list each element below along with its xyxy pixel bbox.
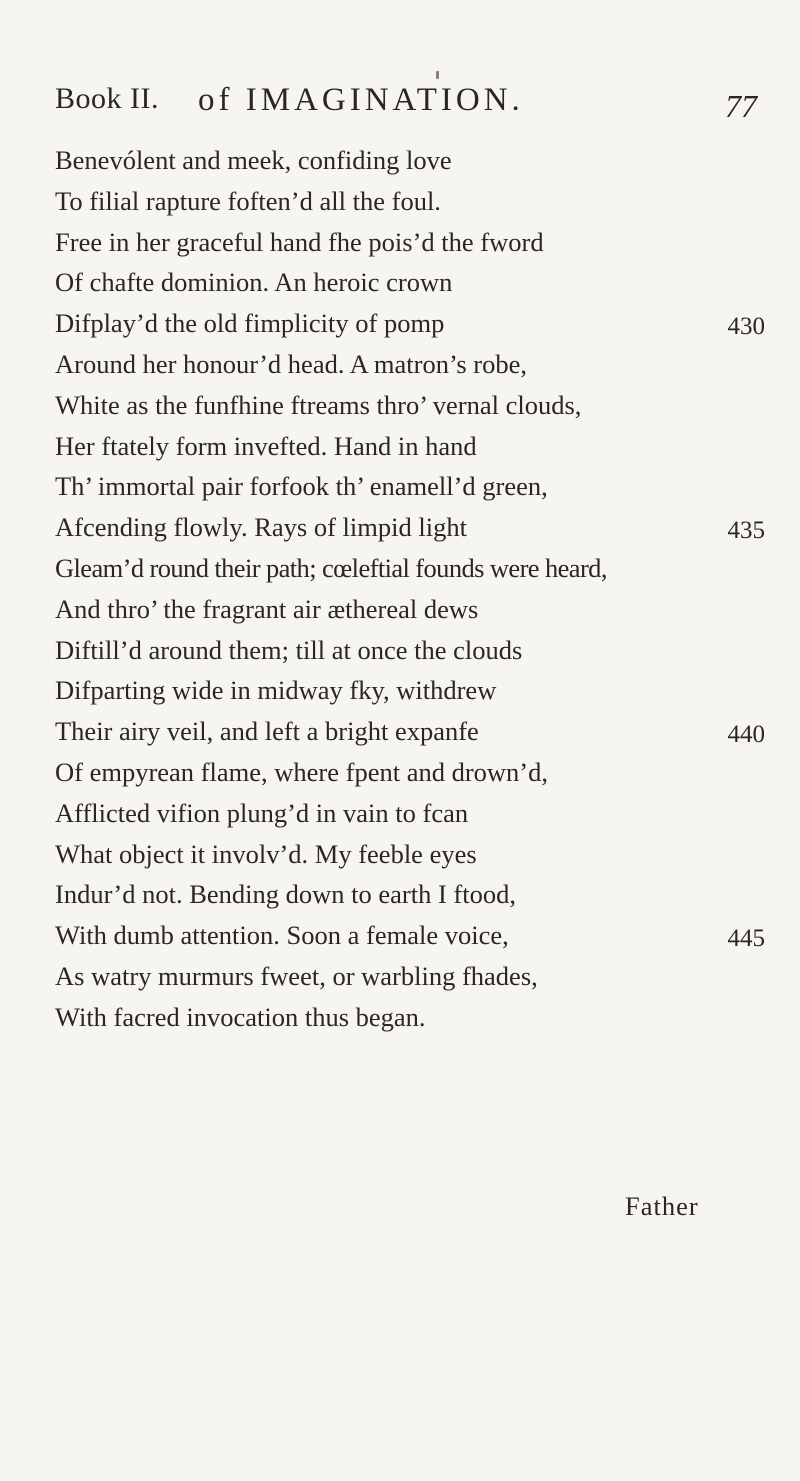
line-text: And thro’ the fragrant air æthereal dews: [55, 593, 479, 624]
line-text: Her ftately form invefted. Hand in hand: [55, 430, 477, 461]
line-text: As watry murmurs fweet, or warbling fhades,: [55, 960, 538, 991]
verse-line: [55, 997, 765, 1038]
line-text: With facred invocation thus began.: [55, 1001, 426, 1032]
line-text: Gleam’d round their path; cœleftial founds were heard,: [55, 552, 607, 583]
line-text: With dumb attention. Soon a female voice,: [55, 920, 509, 951]
line-text: Free in her graceful hand fhe pois’d the fword: [55, 226, 544, 257]
line-text: White as the funfhine ftreams thro’ vernal clouds,: [55, 389, 582, 420]
verse-line: [55, 466, 765, 507]
ink-speck: [436, 71, 439, 79]
verse-line: [55, 426, 765, 467]
line-text: Difparting wide in midway fky, withdrew: [55, 675, 497, 706]
running-head: [55, 82, 755, 132]
running-title: of IMAGINATION.: [198, 82, 524, 118]
line-text: Of empyrean flame, where fpent and drown’d,: [55, 756, 548, 787]
verse-line: [55, 834, 765, 875]
verse-line: [55, 222, 765, 263]
verse-line: [55, 793, 765, 834]
line-text: Indur’d not. Bending down to earth I ftood,: [55, 879, 516, 910]
verse-block: [55, 140, 765, 1038]
verse-line: [55, 630, 765, 671]
verse-line: [55, 262, 765, 303]
line-number: 435: [727, 517, 765, 545]
line-text: Th’ immortal pair forfook th’ enamell’d green,: [55, 471, 548, 502]
book-label: Book II.: [55, 82, 159, 115]
line-text: To filial rapture foften’d all the foul.: [55, 185, 441, 216]
line-text: Around her honour’d head. A matron’s robe,: [55, 348, 527, 379]
line-text: Afflicted vifion plung’d in vain to fcan: [55, 797, 469, 828]
line-text: Diftill’d around them; till at once the clouds: [55, 634, 523, 665]
verse-line: [55, 303, 765, 344]
page-number: 77: [725, 88, 757, 124]
line-text: Afcending flowly. Rays of limpid light: [55, 512, 467, 543]
verse-line: [55, 589, 765, 630]
line-text: Of chafte dominion. An heroic crown: [55, 267, 453, 298]
verse-line: [55, 752, 765, 793]
verse-line: [55, 956, 765, 997]
verse-line: [55, 915, 765, 956]
verse-line: [55, 385, 765, 426]
catchword: Father: [625, 1191, 699, 1221]
line-text: What object it involv’d. My feeble eyes: [55, 838, 477, 869]
line-text: Difplay’d the old fimplicity of pomp: [55, 308, 445, 339]
line-number: 445: [727, 925, 765, 953]
line-text: Benevólent and meek, confiding love: [55, 145, 452, 175]
verse-line: [55, 344, 765, 385]
verse-line: [55, 548, 765, 589]
verse-line: [55, 507, 765, 548]
line-number: 430: [727, 313, 765, 341]
verse-line: [55, 670, 765, 711]
verse-line: [55, 140, 765, 181]
verse-line: [55, 711, 765, 752]
verse-line: [55, 181, 765, 222]
line-number: 440: [727, 721, 765, 749]
line-text: Their airy veil, and left a bright expanfe: [55, 716, 479, 747]
verse-line: [55, 874, 765, 915]
